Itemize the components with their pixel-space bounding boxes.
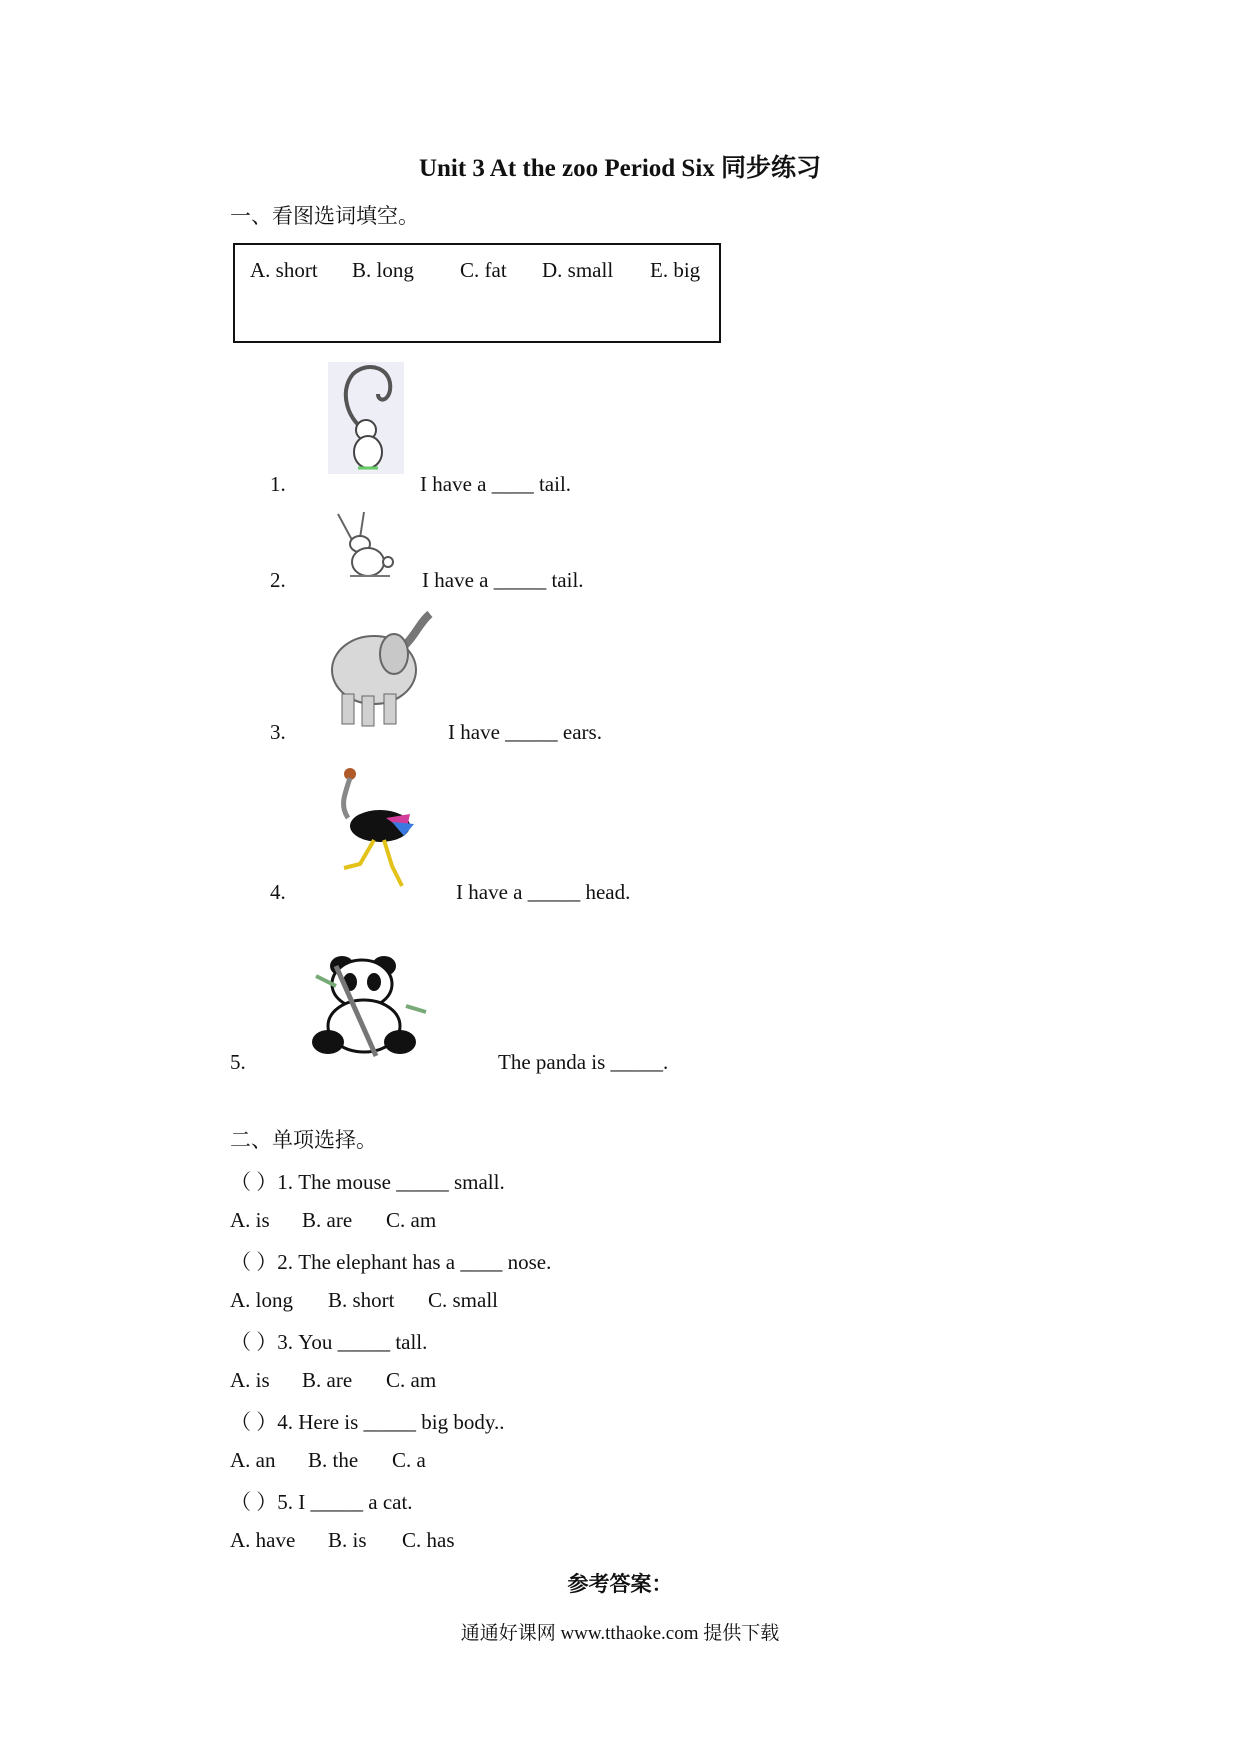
page-title: Unit 3 At the zoo Period Six 同步练习: [418, 155, 822, 182]
footer-text: 通通好课网 www.tthaoke.com 提供下载: [460, 1623, 780, 1644]
choice: B. are: [302, 1368, 353, 1392]
question-line: （ ）2. The elephant has a ____ nose.: [230, 1250, 552, 1274]
item-sentence: I have a _____ tail.: [422, 568, 584, 592]
item-number: 5.: [230, 1050, 246, 1074]
section-2-heading: 二、单项选择。: [230, 1128, 377, 1152]
elephant-icon: [322, 608, 438, 728]
choice: B. are: [302, 1208, 353, 1232]
question-line: （ ）4. Here is _____ big body..: [230, 1410, 505, 1434]
item-number: 2.: [270, 568, 286, 592]
choice: B. short: [328, 1288, 395, 1312]
choice: A. an: [230, 1448, 276, 1472]
choice: C. am: [386, 1368, 437, 1392]
choice: A. long: [230, 1288, 293, 1312]
choice: B. the: [308, 1448, 359, 1472]
question-line: （ ）5. I _____ a cat.: [230, 1490, 413, 1514]
monkey-icon: [328, 362, 404, 474]
answer-heading: 参考答案：: [567, 1572, 673, 1596]
item-sentence: I have a _____ head.: [456, 880, 631, 904]
word-option: E. big: [650, 258, 701, 282]
ostrich-icon: [330, 766, 430, 890]
item-sentence: I have a ____ tail.: [420, 472, 572, 496]
word-option: A. short: [250, 258, 318, 282]
word-option: D. small: [542, 258, 614, 282]
item-number: 3.: [270, 720, 286, 744]
choice: C. a: [392, 1448, 426, 1472]
question-line: （ ）3. You _____ tall.: [230, 1330, 428, 1354]
item-number: 4.: [270, 880, 286, 904]
item-sentence: I have _____ ears.: [448, 720, 602, 744]
choice: A. is: [230, 1208, 270, 1232]
word-option: B. long: [352, 258, 414, 282]
item-number: 1.: [270, 472, 286, 496]
word-option: C. fat: [460, 258, 507, 282]
rabbit-icon: [330, 510, 406, 580]
question-line: （ ）1. The mouse _____ small.: [230, 1170, 505, 1194]
choice: A. have: [230, 1528, 296, 1552]
choice: B. is: [328, 1528, 367, 1552]
choice: C. small: [428, 1288, 499, 1312]
panda-icon: [306, 946, 436, 1062]
item-sentence: The panda is _____.: [498, 1050, 669, 1074]
choice: A. is: [230, 1368, 270, 1392]
choice: C. has: [402, 1528, 455, 1552]
choice: C. am: [386, 1208, 437, 1232]
section-1-heading: 一、看图选词填空。: [230, 204, 419, 228]
